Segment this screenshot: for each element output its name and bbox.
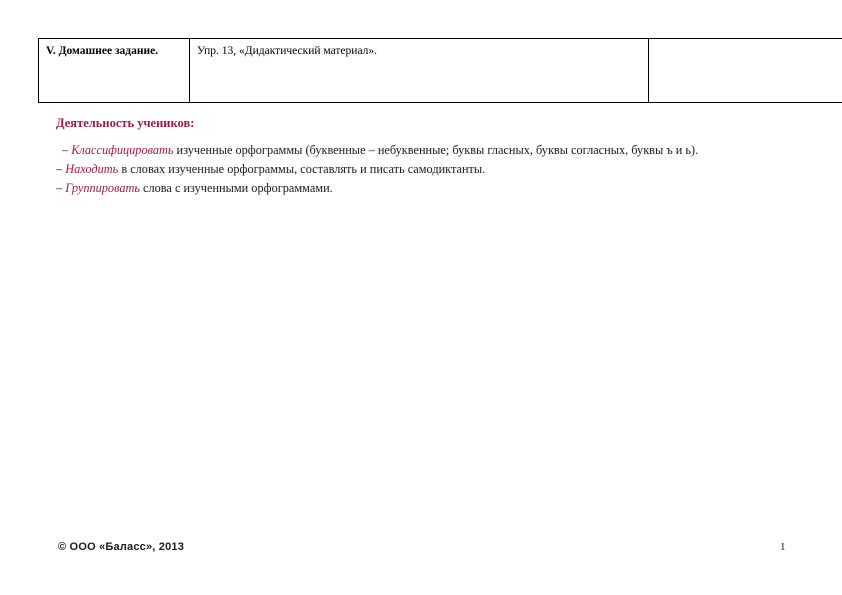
activity-item-1-prefix: – — [62, 143, 72, 157]
table-row — [39, 39, 842, 103]
table-cell-assignment: Упр. 13, «Дидактический материал». — [190, 39, 649, 103]
activity-item-3-prefix: – — [56, 181, 66, 196]
table-cell-section-label: V. Домашнее задание. — [39, 39, 190, 103]
activity-item-2 — [56, 160, 796, 179]
page-number: 1 — [780, 541, 786, 553]
activity-section — [56, 116, 796, 198]
homework-table — [38, 38, 842, 103]
activity-item-1-rest: изученные орфограммы (буквенные – небуквенные; буквы гласных, буквы согласных, буквы ъ и ь). — [173, 143, 699, 157]
activity-item-3-rest: слова с изученными орфограммами. — [139, 181, 333, 196]
activity-item-3 — [56, 179, 796, 198]
activity-item-1-emphasis: Классифицировать — [71, 143, 174, 157]
activity-title: Деятельность учеников: — [56, 116, 195, 130]
activity-item-2-prefix: – — [56, 162, 66, 177]
activity-item-2-rest: в словах изученные орфограммы, составлять и писать самодиктанты. — [118, 162, 486, 177]
activity-item-1 — [56, 141, 796, 160]
activity-item-2-emphasis: Находить — [65, 162, 119, 177]
activity-item-3-emphasis: Группировать — [65, 181, 140, 196]
table-cell-notes — [649, 39, 842, 103]
footer-copyright: © ООО «Баласс», 2013 — [58, 541, 185, 553]
